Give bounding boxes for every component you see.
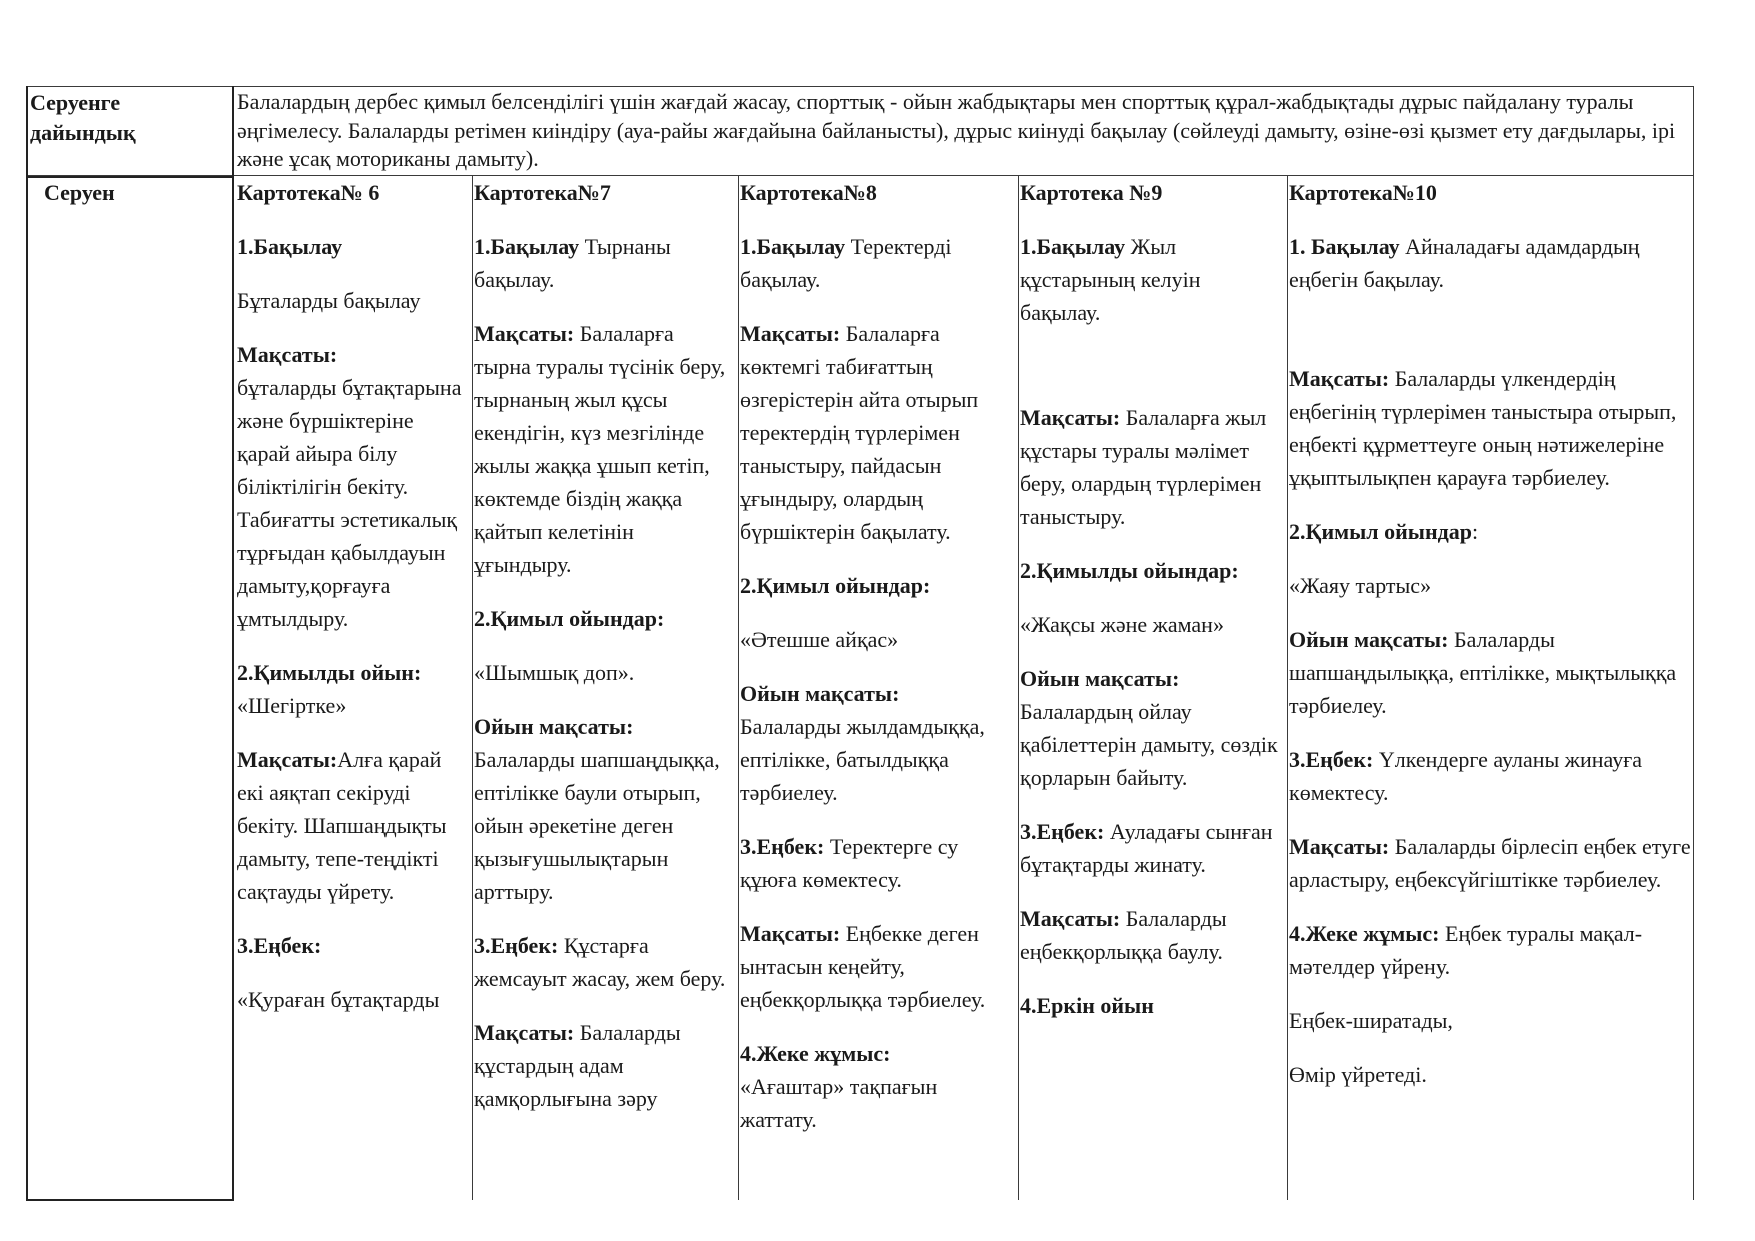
card-column-7 — [474, 176, 736, 1196]
labor-aim-text: Балаларды бірлесіп еңбек етуге арластыру, еңбексүйгіштікке тәрбиелеу. — [1289, 834, 1691, 892]
game-aim-text: Балаларды жылдамдыққа, ептілікке, батылдыққа тәрбиелеу. — [740, 714, 985, 805]
card-column-6 — [237, 176, 469, 1196]
observation-heading: 1.Бақылау — [237, 234, 343, 259]
aim-text: Балаларға тырна туралы түсінік беру, тырнаның жыл құсы екендігін, күз мезгілінде жылы жаққа ұшып кетіп, көктемде біздің жаққа қайтып келетінін ұғындыру. — [474, 321, 726, 577]
game-text: «Шымшық доп». — [474, 660, 635, 685]
aim-text: Балаларға жыл құстары туралы мәлімет беру, олардың түрлерімен таныстыру. — [1020, 405, 1267, 529]
observation-heading: 1.Бақылау — [1020, 234, 1126, 259]
game-text: «Жаяу тартыс» — [1289, 573, 1432, 598]
column-divider-4 — [1018, 176, 1019, 1200]
game-aim-heading: Мақсаты: — [237, 747, 338, 772]
column-divider-2 — [472, 176, 473, 1200]
observation-text: Тырнаны бақылау. — [474, 234, 671, 292]
aim-text: бұталарды бұтақтарына және бүршіктеріне қарай айыра білу біліктілігін бекіту. Табиғатты эстетикалық тұрғыдан қабылдауын дамыту,қорғауға ұмтылдыру. — [237, 375, 462, 631]
table-border-left — [26, 86, 28, 1200]
game-heading: 2.Қимыл ойындар — [1289, 519, 1473, 544]
labor-aim-text: Балаларды еңбекқорлыққа баулу. — [1020, 906, 1227, 964]
observation-text: Жыл құстарының келуін бақылау. — [1020, 234, 1201, 325]
prep-text: Балалардың дербес қимыл белсенділігі үшін жағдай жасау, спорттық - ойын жабдықтары мен спорттық құрал-жабдықтады дұрыс пайдалану туралы әңгімелесу. Балаларды ретімен киіндіру (ауа-райы жағдайына байланысты), дұрыс киінуді бақылау (сөйлеуді дамыту, өзіне-өзі қызмет ету дағдылары, ірі және ұсақ моториканы дамыту). — [237, 89, 1676, 171]
labor-heading: 3.Еңбек: — [474, 933, 559, 958]
observation-text: Теректерді бақылау. — [740, 234, 952, 292]
labor-text: Құстарға жемсауыт жасау, жем беру. — [474, 933, 726, 991]
game-text: «Жақсы және жаман» — [1020, 612, 1224, 637]
game-aim-heading: Ойын мақсаты: — [474, 714, 634, 739]
aim-heading: Мақсаты: — [740, 321, 841, 346]
game-aim-heading: Ойын мақсаты: — [1289, 627, 1449, 652]
aim-heading: Мақсаты: — [1289, 366, 1390, 391]
game-text: «Шегіртке» — [237, 693, 347, 718]
free-play-heading: 4.Еркін ойын — [1020, 993, 1154, 1018]
labor-text: Теректерге су құюға көмектесу. — [740, 834, 959, 892]
walk-label: Серуен — [44, 180, 115, 205]
column-divider-3 — [738, 176, 739, 1200]
card-column-8 — [740, 176, 1016, 1196]
game-aim-text: Балаларды шапшаңдылыққа, ептілікке, мықтылыққа тәрбиелеу. — [1289, 627, 1677, 718]
column-divider-5 — [1287, 176, 1288, 1200]
card-column-10 — [1289, 176, 1691, 1196]
labor-heading: 3.Еңбек: — [237, 933, 322, 958]
observation-text: Бұталарды бақылау — [237, 288, 421, 313]
labor-aim-text: Еңбекке деген ынтасын кеңейту, еңбекқорлыққа тәрбиелеу. — [740, 921, 986, 1012]
labor-aim-text: Балаларды құстардың адам қамқорлығына зәру — [474, 1020, 681, 1111]
individual-work-heading: 4.Жеке жұмыс: — [740, 1041, 891, 1066]
prep-label: Серуенге дайындық — [30, 90, 136, 145]
observation-heading: 1. Бақылау — [1289, 234, 1400, 259]
game-aim-text: Балалардың ойлау қабілеттерін дамыту, сөздік қорларын байыту. — [1020, 699, 1278, 790]
table-border-right — [1693, 86, 1694, 1200]
game-heading: 2.Қимыл ойындар: — [740, 573, 931, 598]
game-heading: 2.Қимыл ойындар: — [474, 606, 665, 631]
observation-heading: 1.Бақылау — [474, 234, 580, 259]
table-border-top — [26, 86, 1694, 87]
proverb-line-1: Еңбек-ширатады, — [1289, 1008, 1453, 1033]
game-heading: 2.Қимылды ойын: — [237, 660, 422, 685]
game-aim-text: Балаларды шапшаңдыққа, ептілікке баули отырып, ойын әрекетіне деген қызығушылықтарын арттыру. — [474, 747, 720, 904]
labor-aim-heading: Мақсаты: — [740, 921, 841, 946]
card-title: Картотека№8 — [740, 180, 877, 205]
game-aim-heading: Ойын мақсаты: — [1020, 666, 1180, 691]
game-text: «Әтешше айқас» — [740, 627, 899, 652]
observation-text: Айналадағы адамдардың еңбегін бақылау. — [1289, 234, 1640, 292]
labor-heading: 3.Еңбек: — [740, 834, 825, 859]
aim-text: Балаларға көктемгі табиғаттың өзгерістерін айта отырып теректердің түрлерімен таныстыру, пайдасын ұғындыру, олардың бүршіктерін бақылату. — [740, 321, 979, 544]
aim-heading: Мақсаты: — [474, 321, 575, 346]
labor-aim-heading: Мақсаты: — [1020, 906, 1121, 931]
game-aim-text: Алға қарай екі аяқтап секіруді бекіту. Шапшаңдықты дамыту, тепе-теңдікті сақтауды үйрету. — [237, 747, 447, 904]
game-heading-colon: : — [1472, 519, 1479, 544]
proverb-line-2: Өмір үйретеді. — [1289, 1062, 1427, 1087]
card-title: Картотека№7 — [474, 180, 611, 205]
game-heading: 2.Қимылды ойындар: — [1020, 558, 1239, 583]
card-title: Картотека №9 — [1020, 180, 1163, 205]
labor-aim-heading: Мақсаты: — [1289, 834, 1390, 859]
card-column-9 — [1020, 176, 1285, 1196]
labor-aim-heading: Мақсаты: — [474, 1020, 575, 1045]
card-title: Картотека№10 — [1289, 180, 1437, 205]
aim-heading: Мақсаты: — [1020, 405, 1121, 430]
labor-heading: 3.Еңбек: — [1020, 819, 1105, 844]
observation-heading: 1.Бақылау — [740, 234, 846, 259]
table-border-bottom-left — [26, 1199, 232, 1201]
labor-heading: 3.Еңбек: — [1289, 747, 1374, 772]
game-aim-heading: Ойын мақсаты: — [740, 681, 900, 706]
individual-work-text: Еңбек туралы мақал-мәтелдер үйрену. — [1289, 921, 1643, 979]
labor-text: «Қураған бұтақтарды — [237, 987, 440, 1012]
label-column-divider — [232, 86, 234, 1201]
card-title: Картотека№ 6 — [237, 180, 380, 205]
aim-text: Балаларды үлкендердің еңбегінің түрлерімен таныстыра отырып, еңбекті құрметтеуге оның нәтижелеріне ұқыптылықпен қарауға тәрбиелеу. — [1289, 366, 1677, 490]
labor-text: Үлкендерге ауланы жинауға көмектесу. — [1289, 747, 1642, 805]
aim-heading: Мақсаты: — [237, 342, 338, 367]
labor-text: Ауладағы сынған бұтақтарды жинату. — [1020, 819, 1273, 877]
individual-work-heading: 4.Жеке жұмыс: — [1289, 921, 1440, 946]
individual-work-text: «Ағаштар» тақпағын жаттату. — [740, 1074, 938, 1132]
